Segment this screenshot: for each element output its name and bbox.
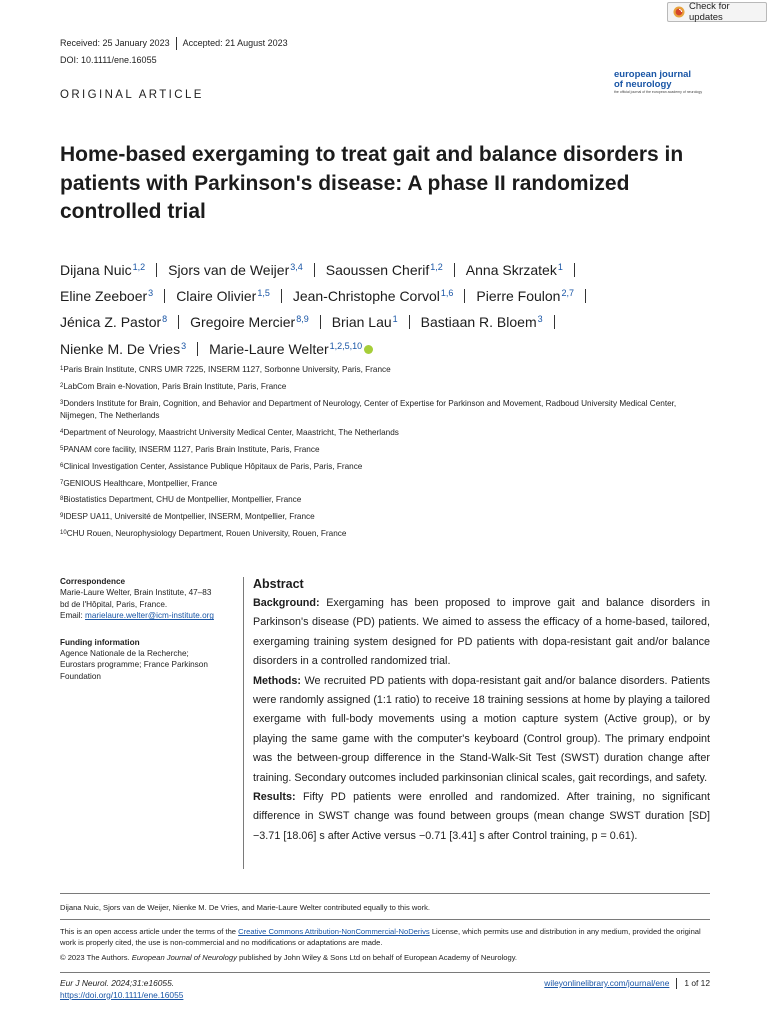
author-affiliation-ref[interactable]: 1,2 [430,262,443,272]
author-affiliation-ref[interactable]: 2,7 [561,288,574,299]
author-divider [320,315,321,329]
journal-site-link[interactable]: wileyonlinelibrary.com/journal/ene [544,978,670,988]
orcid-icon[interactable] [364,345,373,354]
author-affiliation-ref[interactable]: 8,9 [296,314,309,325]
footnote-divider [60,919,710,920]
column-divider [243,577,244,869]
affiliation-item: $^8$Biostatistics Department, CHU de Montpellier, Montpellier, France [60,495,302,505]
doi: DOI: 10.1111/ene.16055 [60,55,157,65]
check-for-updates-icon [673,6,685,18]
author-divider [281,289,282,303]
author-name[interactable]: Jénica Z. Pastor [60,314,162,331]
author-name[interactable]: Eline Zeeboer [60,288,148,305]
email-link[interactable]: marielaure.welter@icm-institute.org [85,611,214,621]
author-affiliation-ref[interactable]: 3 [181,340,187,351]
article-title: Home-based exergaming to treat gait and balance disorders in patients with Parkinson's disease: A phase II randomized controlled trial [60,143,684,223]
author-name[interactable]: Dijana Nuic [60,262,132,278]
author-name[interactable]: Pierre Foulon [476,288,561,305]
author-affiliation-ref[interactable]: 3,4 [290,262,303,272]
affiliation-item: $^{10}$CHU Rouen, Neurophysiology Department, Rouen University, Rouen, France [60,529,347,539]
author-divider [314,263,315,277]
author-divider [178,315,179,329]
author-affiliation-ref[interactable]: 1,6 [440,288,454,299]
abstract-results: Results: Fifty PD patients were enrolled and randomized. After training, no significant difference in SWST change was found between groups (mean change SWST duration [SD] −3.71 [18.06] s after Active versus −0.71 [3.41] s after Control training, p = 0.61). [253,791,710,842]
abstract [253,575,710,846]
author-divider [574,263,575,277]
correspondence-heading: Correspondence [60,577,126,586]
abstract-heading: Abstract [253,577,304,591]
received-date: Received: 25 January 2023 [60,37,170,48]
author-affiliation-ref[interactable]: 1,5 [257,288,270,299]
author-affiliation-ref[interactable]: 8 [162,314,168,325]
author-name[interactable]: Claire Olivier [176,288,257,305]
citation-text: Eur J Neurol. 2024;31:e16055. [60,978,175,988]
dates-line [60,37,288,50]
funding-line: Foundation [60,671,101,681]
author-divider [554,315,555,329]
author-name[interactable]: Bastiaan R. Bloem [420,314,537,331]
affiliation-item: $^5$PANAM core facility, INSERM 1127, Paris Brain Institute, Paris, France [60,444,320,454]
author-name[interactable]: Brian Lau [331,314,392,331]
author-name[interactable]: Jean-Christophe Corvol [292,288,440,305]
author-divider [585,289,586,303]
author-name[interactable]: Marie-Laure Welter [209,340,329,357]
author-name[interactable]: Anna Skrzatek [465,262,557,278]
affiliation-item: $^9$IDESP UA11, Université de Montpellier, INSERM, Montpellier, France [60,512,315,522]
author-divider [156,263,157,277]
journal-logo[interactable] [614,70,714,94]
page-number: 1 of 12 [684,978,710,988]
affiliation-item: $^4$Department of Neurology, Maastricht University Medical Center, Maastricht, The Netherlands [60,427,399,437]
affiliation-list [60,364,710,545]
author-divider [197,342,198,356]
author-affiliation-ref[interactable]: 1 [392,314,398,325]
side-info [60,576,240,682]
author-affiliation-ref[interactable]: 1 [557,262,563,272]
license-note: This is an open access article under the terms of the Creative Commons Attribution-NonCommercial-NoDerivs License, which permits use and distribution in any medium, provided the original work is properly cited, the use is non-commercial and no modifications or adaptations are made. [60,927,701,947]
check-for-updates-label: Check for updates [689,1,730,23]
author-name[interactable]: Gregoire Mercier [190,314,296,331]
correspondence-line: Marie-Laure Welter, Brain Institute, 47–83 [60,588,212,598]
author-divider [409,315,410,329]
author-affiliation-ref[interactable]: 3 [537,314,543,325]
abstract-methods: Methods: We recruited PD patients with dopa-resistant gait and/or balance disorders. Patients were randomly assigned (1:1 ratio) to receive 18 training sessions at home by playing a tailored exergame with full-body movements using a motion capture system (Active group), or by playing the same game with the computer's keyboard (Control group). The primary endpoint was the between-group difference in the Stand-Walk-Sit Test (SWST) duration change after training. Secondary outcomes included parkinsonian clinical scales, gait recordings, and safety. [253,674,710,784]
copyright-note: © 2023 The Authors. European Journal of Neurology published by John Wiley & Sons Ltd on behalf of European Academy of Neurology. [60,953,518,962]
equal-contribution-note: Dijana Nuic, Sjors van de Weijer, Nienke M. De Vries, and Marie-Laure Welter contributed equally to this work. [60,903,431,912]
article-type: ORIGINAL ARTICLE [60,89,204,101]
funding-line: Eurostars programme; France Parkinson [60,660,208,670]
affiliation-item: $^1$Paris Brain Institute, CNRS UMR 7225, INSERM 1127, Sorbonne University, Paris, France [60,365,391,374]
license-link[interactable]: Creative Commons Attribution-NonCommercial-NoDerivs [238,927,430,936]
check-for-updates-button[interactable] [667,2,767,22]
correspondence-line: bd de l'Hôpital, Paris, France. [60,599,168,609]
divider [676,978,677,989]
affiliation-item: $^3$Donders Institute for Brain, Cognition, and Behavior and Department of Neurology, Center of Expertise for Parkinson and Movement, Radboud University Medical Center, Nijmegen, The Netherlands [60,398,677,420]
author-affiliation-ref[interactable]: 1,2,5,10 [329,340,363,351]
doi-link[interactable]: https://doi.org/10.1111/ene.16055 [60,989,184,1000]
author-name[interactable]: Saoussen Cherif [325,262,430,278]
affiliation-item: $^2$LabCom Brain e-Novation, Paris Brain Institute, Paris, France [60,381,287,391]
author-name[interactable]: Nienke M. De Vries [60,340,181,357]
journal-logo-line1: european journal [614,69,692,80]
author-divider [164,289,165,303]
author-affiliation-ref[interactable]: 1,2 [132,262,146,272]
footer-right [480,978,710,990]
author-affiliation-ref[interactable]: 3 [148,288,154,299]
abstract-background: Background: Exergaming has been proposed to improve gait and balance disorders in Parkinson's disease (PD) patients. We aimed to assess the efficacy of a home-based, tailored, exergaming training system designed for PD patients with dopa-resistant gait and/or balance disorders in a controlled randomized trial. [253,597,710,668]
journal-logo-line2: of neurology [614,79,672,90]
footnote-divider [60,893,710,894]
correspondence-email-line: Email: marielaure.welter@icm-institute.org [60,611,214,621]
accepted-date: Accepted: 21 August 2023 [182,37,288,48]
author-name[interactable]: Sjors van de Weijer [168,262,290,278]
footer-divider [60,972,710,973]
affiliation-item: $^7$GENIOUS Healthcare, Montpellier, France [60,478,218,488]
funding-line: Agence Nationale de la Recherche; [60,649,189,659]
author-divider [454,263,455,277]
author-list [60,256,710,361]
journal-tagline: the official journal of the european academy of neurology [614,90,703,94]
affiliation-item: $^6$Clinical Investigation Center, Assistance Publique Hôpitaux de Paris, Paris, France [60,461,363,471]
author-divider [464,289,465,303]
divider [176,37,177,50]
footer-citation [60,978,183,1001]
funding-heading: Funding information [60,637,140,647]
